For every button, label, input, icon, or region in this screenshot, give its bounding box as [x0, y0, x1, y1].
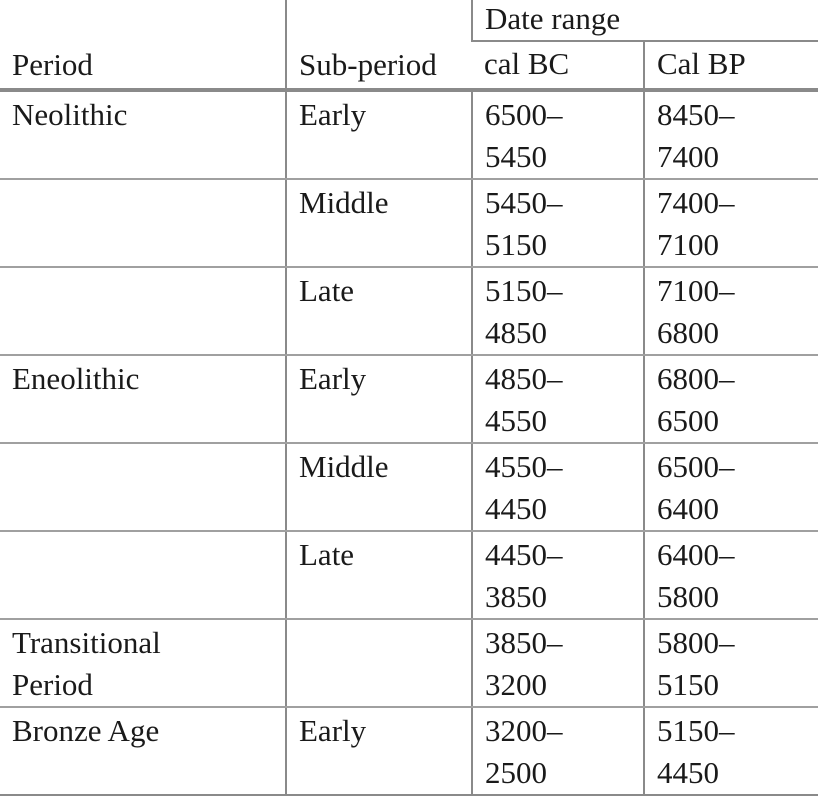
cal-bp-cell-line: 7100 [657, 227, 719, 262]
cal-bc-cell-line: 3850 [485, 579, 547, 614]
header-cal-bp: Cal BP [644, 41, 818, 90]
cal-bc-cell-line: 4550 [485, 403, 547, 438]
cal-bc-cell-line: 5450– [485, 185, 563, 220]
table-row [0, 443, 818, 531]
sub-period-cell-text: Early [299, 97, 367, 132]
cal-bc-cell-line: 5150– [485, 273, 563, 308]
cal-bp-cell-line: 5800 [657, 579, 719, 614]
cal-bc-cell [472, 619, 644, 707]
sub-period-cell-text: Middle [299, 185, 389, 220]
cal-bc-cell [472, 443, 644, 531]
cal-bp-cell-line: 4450 [657, 755, 719, 790]
cal-bp-cell-line: 7100– [657, 273, 735, 308]
cal-bp-cell-line: 6800 [657, 315, 719, 350]
table-row [0, 355, 818, 443]
sub-period-cell-text: Early [299, 361, 367, 396]
period-cell-text: Bronze Age [12, 713, 160, 748]
cal-bp-cell-line: 6500 [657, 403, 719, 438]
cal-bc-cell [472, 267, 644, 355]
period-cell [0, 443, 286, 531]
period-cell-text: Neolithic [12, 97, 128, 132]
header-cal-bc: cal BC [472, 41, 644, 90]
period-cell-text: Eneolithic [12, 361, 140, 396]
table-row [0, 267, 818, 355]
cal-bp-cell-line: 7400 [657, 139, 719, 174]
cal-bp-cell [644, 619, 818, 707]
cal-bp-cell [644, 707, 818, 795]
sub-period-cell [286, 443, 472, 531]
header-sub-period: Sub-period [286, 0, 472, 90]
cal-bp-cell-line: 6800– [657, 361, 735, 396]
cal-bc-cell-line: 5450 [485, 139, 547, 174]
sub-period-cell-text: Early [299, 713, 367, 748]
table-row [0, 531, 818, 619]
cal-bc-cell [472, 90, 644, 179]
sub-period-cell [286, 619, 472, 707]
cal-bc-cell-line: 4550– [485, 449, 563, 484]
sub-period-cell [286, 179, 472, 267]
cal-bc-cell-line: 2500 [485, 755, 547, 790]
cal-bc-cell-line: 3200 [485, 667, 547, 702]
cal-bc-cell-line: 4450– [485, 537, 563, 572]
cal-bp-cell [644, 531, 818, 619]
cal-bp-cell [644, 355, 818, 443]
cal-bc-cell-line: 3200– [485, 713, 563, 748]
cal-bp-cell-line: 5150 [657, 667, 719, 702]
cal-bc-cell [472, 355, 644, 443]
cal-bc-cell [472, 531, 644, 619]
cal-bp-cell-line: 7400– [657, 185, 735, 220]
cal-bc-cell-line: 3850– [485, 625, 563, 660]
cal-bc-cell-line: 4850 [485, 315, 547, 350]
sub-period-cell-text: Late [299, 273, 355, 308]
cal-bc-cell [472, 179, 644, 267]
sub-period-cell [286, 267, 472, 355]
header-date-range: Date range [472, 0, 818, 41]
cal-bp-cell [644, 443, 818, 531]
cal-bp-cell-line: 6400– [657, 537, 735, 572]
period-cell [0, 179, 286, 267]
period-cell-line: Period [12, 667, 93, 702]
cal-bp-cell [644, 90, 818, 179]
cal-bp-cell-line: 6400 [657, 491, 719, 526]
table-row [0, 179, 818, 267]
period-cell [0, 267, 286, 355]
period-cell [0, 90, 286, 179]
sub-period-cell [286, 707, 472, 795]
table-body [0, 90, 818, 795]
cal-bp-cell-line: 5150– [657, 713, 735, 748]
cal-bc-cell-line: 6500– [485, 97, 563, 132]
sub-period-cell-text: Middle [299, 449, 389, 484]
sub-period-cell [286, 90, 472, 179]
cal-bp-cell-line: 6500– [657, 449, 735, 484]
sub-period-cell [286, 355, 472, 443]
sub-period-cell [286, 531, 472, 619]
cal-bc-cell-line: 4450 [485, 491, 547, 526]
cal-bp-cell-line: 8450– [657, 97, 735, 132]
cal-bc-cell-line: 4850– [485, 361, 563, 396]
period-cell [0, 619, 286, 707]
period-cell [0, 531, 286, 619]
period-cell-line: Transitional [12, 625, 161, 660]
table-row [0, 707, 818, 795]
cal-bc-cell [472, 707, 644, 795]
sub-period-cell-text: Late [299, 537, 355, 572]
cal-bp-cell-line: 5800– [657, 625, 735, 660]
period-cell [0, 355, 286, 443]
period-cell [0, 707, 286, 795]
header-period: Period [0, 0, 286, 90]
cal-bp-cell [644, 267, 818, 355]
cal-bp-cell [644, 179, 818, 267]
table-row [0, 619, 818, 707]
table-header [0, 0, 818, 90]
table-row [0, 90, 818, 179]
cal-bc-cell-line: 5150 [485, 227, 547, 262]
